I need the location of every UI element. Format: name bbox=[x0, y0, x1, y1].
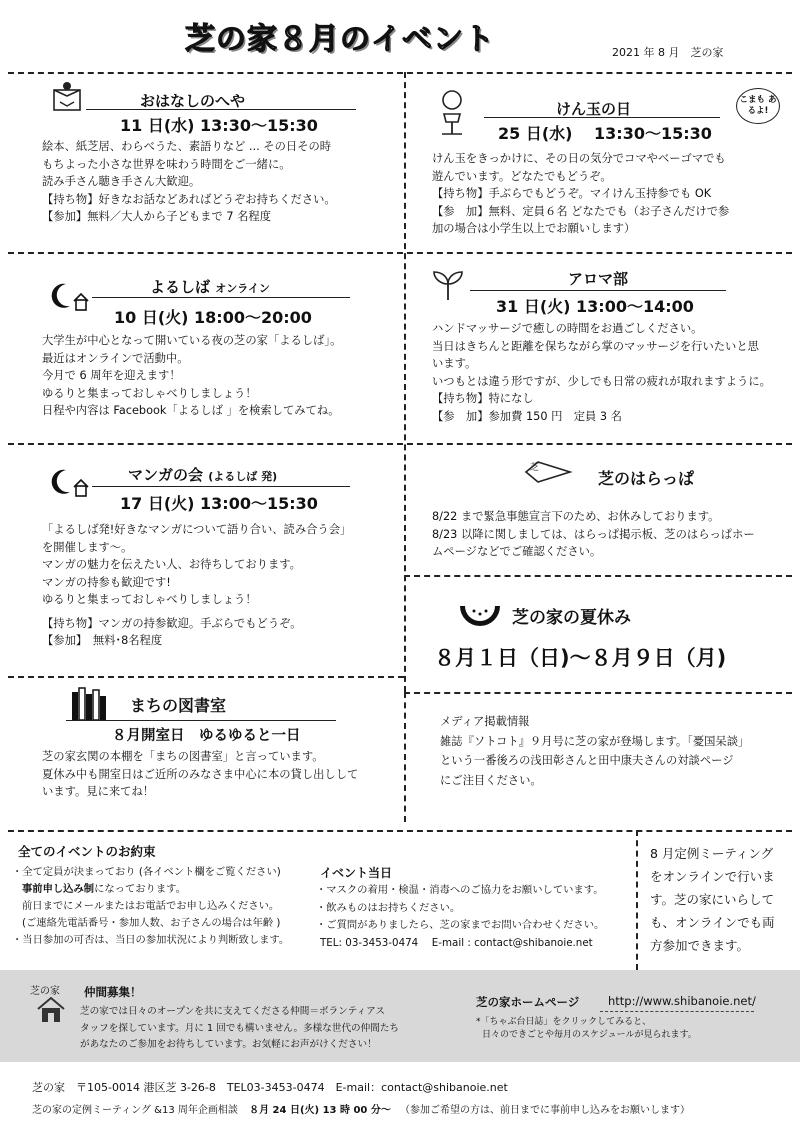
manga-body bbox=[42, 521, 351, 650]
rules-body bbox=[12, 864, 289, 949]
moon-house-icon bbox=[50, 466, 90, 500]
svg-text:芝: 芝 bbox=[530, 463, 540, 473]
aroma-time: 31 日(火) 13:00〜14:00 bbox=[496, 297, 694, 316]
divider-row-2 bbox=[8, 443, 792, 445]
books-icon bbox=[70, 686, 110, 722]
meeting-box bbox=[650, 842, 775, 957]
ohanashi-line: もちよった小さな世界を味わう時間をご一緒に。 bbox=[42, 157, 291, 171]
manga-line: 【参加】 無料･8名程度 bbox=[42, 634, 163, 647]
dayof-line: ・ご質問がありましたら、芝の家までお問い合わせください。 bbox=[316, 919, 605, 931]
kendama-time: 25 日(水) 13:30〜15:30 bbox=[498, 124, 712, 143]
moon-house-icon bbox=[50, 280, 90, 314]
divider-bottom bbox=[8, 830, 792, 832]
yorushiba-line: 今月で 6 周年を迎えます！ bbox=[42, 369, 181, 382]
homepage-label: 芝の家ホームページ bbox=[476, 995, 580, 1009]
aroma-line: います。 bbox=[432, 357, 477, 370]
yorushiba-body bbox=[42, 332, 341, 420]
recruit-line: があなたのご参加をお待ちしています。お気軽にお声がけください！ bbox=[80, 1039, 377, 1050]
ohanashi-line: 【参加】無料／大人から子どもまで 7 名程度 bbox=[42, 210, 272, 223]
recruit-logo-text: 芝の家 bbox=[30, 986, 60, 997]
kendama-line: 加の場合は小学生以上でお願いします） bbox=[432, 222, 636, 235]
aroma-title: アロマ部 bbox=[568, 270, 629, 288]
aroma-line: 【参 加】参加費 150 円 定員 3 名 bbox=[432, 409, 622, 423]
ohanashi-title: おはなしのへや bbox=[140, 92, 246, 110]
sprout-icon bbox=[430, 268, 466, 302]
footer-meeting-label: 芝の家の定例ミーティング &13 周年企画相談 bbox=[32, 1105, 238, 1116]
kendama-line: 【参 加】無料、定員６名 どなたでも（お子さんだけで参 bbox=[432, 204, 730, 218]
meeting-line: 8 月定例ミーティング bbox=[650, 846, 774, 861]
manga-line: 「よるしば発!好きなマンガについて語り合い、読み合う会」 bbox=[42, 523, 352, 536]
dayof-line: ・マスクの着用・検温・消毒へのご協力をお願いしています。 bbox=[316, 884, 604, 896]
footer-meeting bbox=[32, 1101, 690, 1116]
homepage-note bbox=[476, 1016, 697, 1042]
reader-icon bbox=[50, 80, 84, 114]
yorushiba-underline bbox=[92, 297, 350, 298]
divider-right-media bbox=[404, 692, 792, 694]
kendama-body bbox=[432, 150, 729, 238]
harappa-line: ムページなどでご確認ください。 bbox=[432, 545, 602, 558]
aroma-underline bbox=[470, 290, 726, 291]
kendama-line: けん玉をきっかけに、その日の気分でコマやベーゴマでも bbox=[432, 152, 726, 165]
rules-title: 全てのイベントのお約束 bbox=[18, 844, 156, 859]
library-subtitle: ８月開室日 ゆるゆると一日 bbox=[112, 728, 301, 744]
meeting-line: も、オンラインでも両 bbox=[650, 915, 775, 930]
kendama-title: けん玉の日 bbox=[556, 100, 632, 118]
date-line: 2021 年 8 月 芝の家 bbox=[612, 46, 724, 59]
library-line: 夏休み中も開室日はご近所のみなさま中心に本の貸し出しして bbox=[42, 767, 359, 781]
kendama-badge: こまも あるよ! bbox=[736, 88, 780, 124]
house-icon bbox=[36, 996, 66, 1024]
ohanashi-line: 読み手さん聴き手さん大歓迎。 bbox=[42, 175, 201, 188]
page-title: 芝の家８月のイベント bbox=[185, 22, 495, 57]
yorushiba-title-suffix: オンライン bbox=[215, 282, 270, 295]
divider-left-library bbox=[8, 676, 404, 678]
meeting-line: をオンラインで行いま bbox=[650, 869, 775, 884]
footer-meeting-date: ８月 24 日(火) 13 時 00 分〜 bbox=[249, 1105, 391, 1116]
aroma-body bbox=[432, 320, 771, 425]
kendama-icon bbox=[432, 88, 472, 138]
aroma-line: 当日はきちんと距離を保ちながら掌のマッサージを行いたいと思 bbox=[432, 339, 759, 353]
homepage-note-line: 日々のできごとや毎月のスケジュールが見られます。 bbox=[482, 1030, 697, 1040]
divider-top bbox=[8, 72, 792, 74]
rules-emphasis: 事前申し込み制 bbox=[22, 883, 95, 895]
harappa-line: 8/23 以降に関しましては、はらっぱ掲示板、芝のはらっぱホー bbox=[432, 527, 755, 541]
ohanashi-time: 11 日(水) 13:30〜15:30 bbox=[120, 116, 318, 135]
summer-dates: ８月１日（日)〜８月９日（月) bbox=[434, 646, 727, 670]
rules-line: 前日までにメールまたはお電話でお申し込みください。 bbox=[22, 900, 280, 912]
divider-meeting bbox=[636, 830, 638, 970]
library-underline bbox=[66, 720, 336, 721]
yorushiba-line: 日程や内容は Facebook「よるしば 」を検索してみてね。 bbox=[42, 404, 340, 417]
harappa-icon bbox=[524, 458, 574, 484]
recruit-body bbox=[80, 1004, 399, 1054]
library-line: います。見に来てね！ bbox=[42, 785, 155, 798]
divider-row-1 bbox=[8, 252, 792, 254]
ohanashi-body bbox=[42, 138, 336, 226]
meeting-line: 方参加できます。 bbox=[650, 938, 750, 953]
rules-line: (ご連絡先電話番号・参加人数、お子さんの場合は年齢 ) bbox=[22, 917, 281, 929]
recruit-title: 仲間募集！ bbox=[84, 985, 142, 999]
kendama-line: 【持ち物】手ぶらでもどうぞ。マイけん玉持参でも OK bbox=[432, 187, 712, 200]
ohanashi-line: 絵本、紙芝居、わらべうた、素語りなど ... その日その時 bbox=[42, 140, 332, 153]
rules-line: ・当日参加の可否は、当日の参加状況により判断致します。 bbox=[12, 934, 290, 946]
rules-line: になっております。 bbox=[94, 883, 186, 895]
library-body bbox=[42, 748, 358, 801]
manga-title-main: マンガの会 bbox=[128, 466, 204, 484]
yorushiba-line: 最近はオンラインで活動中。 bbox=[42, 351, 189, 365]
footer-meeting-note: （参加ご希望の方は、前日までに事前申し込みをお願いします） bbox=[400, 1105, 691, 1116]
yorushiba-line: 大学生が中心となって開いている夜の芝の家「よるしば」。 bbox=[42, 334, 342, 347]
dayof-line: ・飲みものはお持ちください。 bbox=[316, 901, 461, 914]
homepage-underline bbox=[600, 1011, 754, 1012]
homepage-note-line: *「ちゃぶ台日誌」をクリックしてみると、 bbox=[476, 1017, 652, 1027]
manga-time: 17 日(火) 13:00〜15:30 bbox=[120, 494, 318, 513]
kendama-line: 遊んでいます。どなたでもどうぞ。 bbox=[432, 169, 612, 183]
media-body bbox=[440, 712, 749, 790]
manga-line: マンガの魅力を伝えたい人、お待ちしております。 bbox=[42, 558, 301, 571]
library-title: まちの図書室 bbox=[130, 696, 227, 715]
summer-title: 芝の家の夏休み bbox=[512, 608, 631, 628]
media-line: 雑誌『ソトコト』９月号に芝の家が登場します。「憂国呆談」 bbox=[440, 734, 750, 748]
footer-contact: 芝の家 〒105-0014 港区芝 3-26-8 TEL03-3453-0474 E-mail：contact@shibanoie.net bbox=[32, 1081, 508, 1094]
media-line: メディア掲載情報 bbox=[440, 715, 530, 728]
manga-line: マンガの持参も歓迎です! bbox=[42, 575, 171, 589]
ohanashi-line: 【持ち物】好きなお話などあればどうぞお持ちください。 bbox=[42, 192, 336, 206]
divider-right-summer bbox=[404, 575, 792, 577]
media-line: にご注目ください。 bbox=[440, 773, 542, 787]
manga-title bbox=[128, 464, 277, 485]
watermelon-icon bbox=[458, 602, 502, 626]
aroma-line: ハンドマッサージで癒しの時間をお過ごしください。 bbox=[432, 322, 703, 335]
manga-title-suffix: (よるしば 発) bbox=[208, 470, 278, 483]
homepage-url[interactable]: http://www.shibanoie.net/ bbox=[608, 994, 756, 1008]
aroma-line: 【持ち物】特になし bbox=[432, 392, 534, 405]
aroma-line: いつもとは違う形ですが、少しでも日常の疲れが取れますように。 bbox=[432, 374, 771, 388]
dayof-title: イベント当日 bbox=[320, 866, 393, 880]
library-line: 芝の家玄関の本棚を「まちの図書室」と言っています。 bbox=[42, 750, 324, 763]
dayof-line: TEL: 03-3453-0474 E-mail : contact@shibanoie.net bbox=[320, 936, 593, 949]
divider-center-upper bbox=[404, 72, 406, 692]
manga-line: ゆるりと集まっておしゃべりしましょう！ bbox=[42, 593, 257, 606]
manga-underline bbox=[92, 486, 350, 487]
manga-line: 【持ち物】マンガの持参歓迎。手ぶらでもどうぞ。 bbox=[42, 616, 302, 630]
media-line: という一番後ろの浅田彰さんと田中康夫さんの対談ページ bbox=[440, 754, 734, 767]
yorushiba-time: 10 日(火) 18:00〜20:00 bbox=[114, 308, 312, 327]
yorushiba-title bbox=[150, 276, 270, 297]
divider-center-lower bbox=[404, 692, 406, 822]
harappa-line: 8/22 まで緊急事態宣言下のため、お休みしております。 bbox=[432, 510, 720, 523]
dayof-body bbox=[316, 882, 604, 952]
kendama-underline bbox=[484, 117, 720, 118]
meeting-line: す。芝の家にいらして bbox=[650, 892, 775, 907]
recruit-line: 芝の家では日々のオープンを共に支えてくださる仲間＝ボランティアス bbox=[80, 1006, 385, 1017]
recruit-line: タッフを探しています。月に 1 回でも構いません。多様な世代の仲間たち bbox=[80, 1022, 400, 1034]
ohanashi-underline bbox=[86, 109, 356, 110]
harappa-body bbox=[432, 508, 755, 561]
yorushiba-line: ゆるりと集まっておしゃべりしましょう！ bbox=[42, 386, 257, 400]
harappa-title: 芝のはらっぱ bbox=[598, 469, 695, 488]
yorushiba-title-main: よるしば bbox=[150, 278, 211, 296]
manga-line: を開催します〜。 bbox=[42, 540, 133, 554]
rules-line: ・全て定員が決まっており (各イベント欄をご覧ください) bbox=[12, 866, 281, 878]
